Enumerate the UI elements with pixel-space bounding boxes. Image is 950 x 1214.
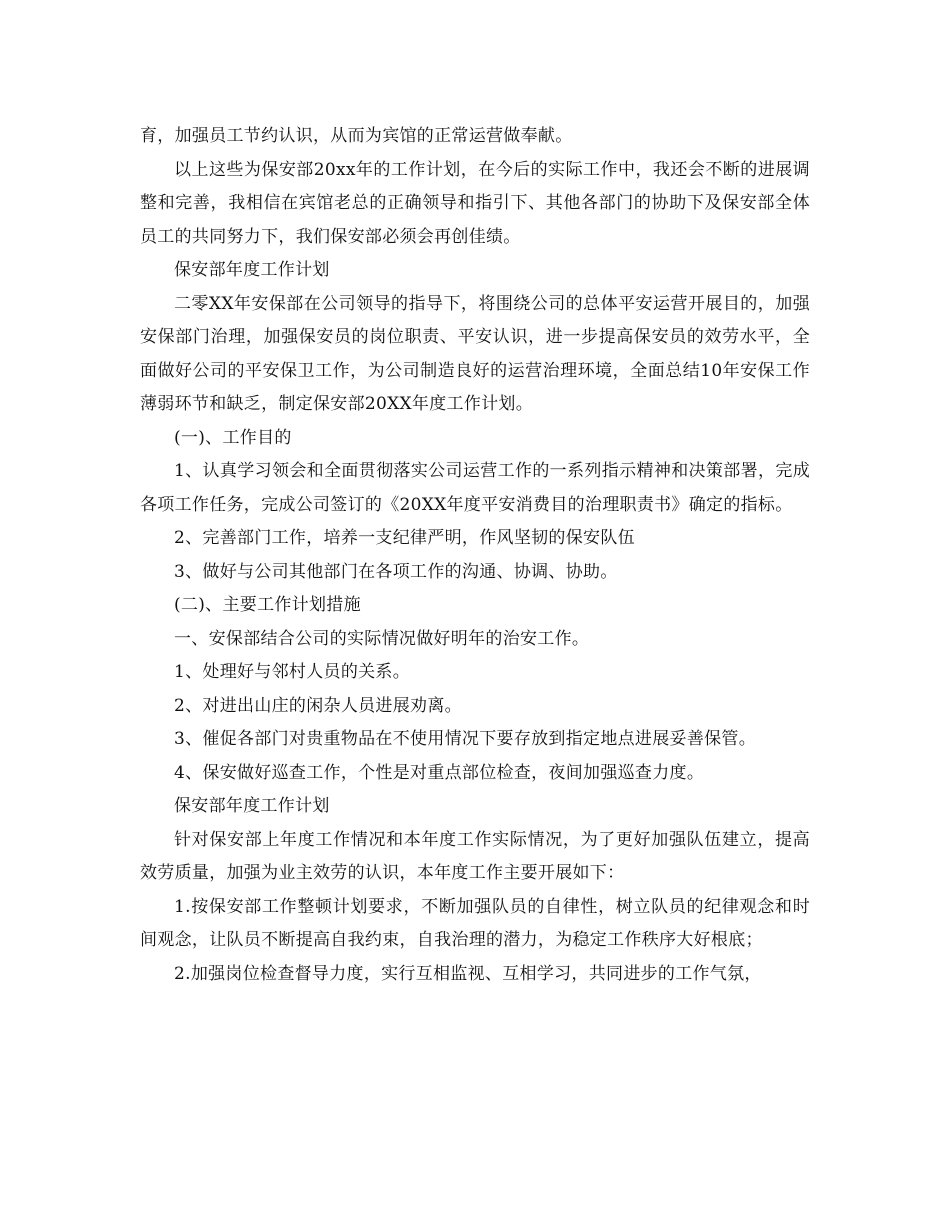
document-body: [140, 120, 810, 991]
paragraph: 2、对进出山庄的闲杂人员进展劝离。: [174, 695, 462, 716]
paragraph: 二零XX年安保部在公司领导的指导下，将围绕公司的总体平安运营开展目的，加强安保部门治理，加强保安员的岗位职责、平安认识，进一步提高保安员的效劳水平，全面做好公司的平安保卫工作，为公司制造良好的运营治理环境，全面总结10年安保工作薄弱环节和缺乏，制定保安部20XX年度工作计划。: [140, 293, 810, 414]
paragraph: 1、认真学习领会和全面贯彻落实公司运营工作的一系列指示精神和决策部署，完成各项工作任务，完成公司签订的《20XX年度平安消费目的治理职责书》确定的指标。: [140, 461, 810, 515]
paragraph: 2.加强岗位检查督导力度，实行互相监视、互相学习，共同进步的工作气氛，: [174, 963, 762, 984]
paragraph: 3、做好与公司其他部门在各项工作的沟通、协调、协助。: [174, 561, 618, 582]
paragraph: 4、保安做好巡查工作，个性是对重点部位检查，夜间加强巡查力度。: [174, 762, 705, 783]
paragraph: 育，加强员工节约认识，从而为宾馆的正常运营做奉献。: [140, 126, 573, 146]
paragraph: 保安部年度工作计划: [174, 796, 330, 816]
paragraph: (一)、工作目的: [174, 427, 292, 448]
paragraph: 1.按保安部工作整顿计划要求，不断加强队员的自律性，树立队员的纪律观念和时间观念，让队员不断提高自我约束，自我治理的潜力，为稳定工作秩序大好根底；: [140, 896, 810, 950]
paragraph: 针对保安部上年度工作情况和本年度工作实际情况，为了更好加强队伍建立，提高效劳质量，加强为业主效劳的认识，本年度工作主要开展如下：: [140, 829, 810, 883]
paragraph: 以上这些为保安部20xx年的工作计划，在今后的实际工作中，我还会不断的进展调整和完善，我相信在宾馆老总的正确领导和指引下、其他各部门的协助下及保安部全体员工的共同努力下，我们保安部必须会再创佳绩。: [140, 159, 810, 247]
paragraph: 3、催促各部门对贵重物品在不使用情况下要存放到指定地点进展妥善保管。: [174, 729, 757, 749]
paragraph: (二)、主要工作计划措施: [174, 595, 361, 615]
paragraph: 保安部年度工作计划: [174, 260, 330, 280]
paragraph: 一、安保部结合公司的实际情况做好明年的治安工作。: [174, 628, 590, 649]
paragraph: 1、处理好与邻村人员的关系。: [174, 662, 411, 682]
paragraph: 2、完善部门工作，培养一支纪律严明，作风坚韧的保安队伍: [174, 528, 635, 548]
